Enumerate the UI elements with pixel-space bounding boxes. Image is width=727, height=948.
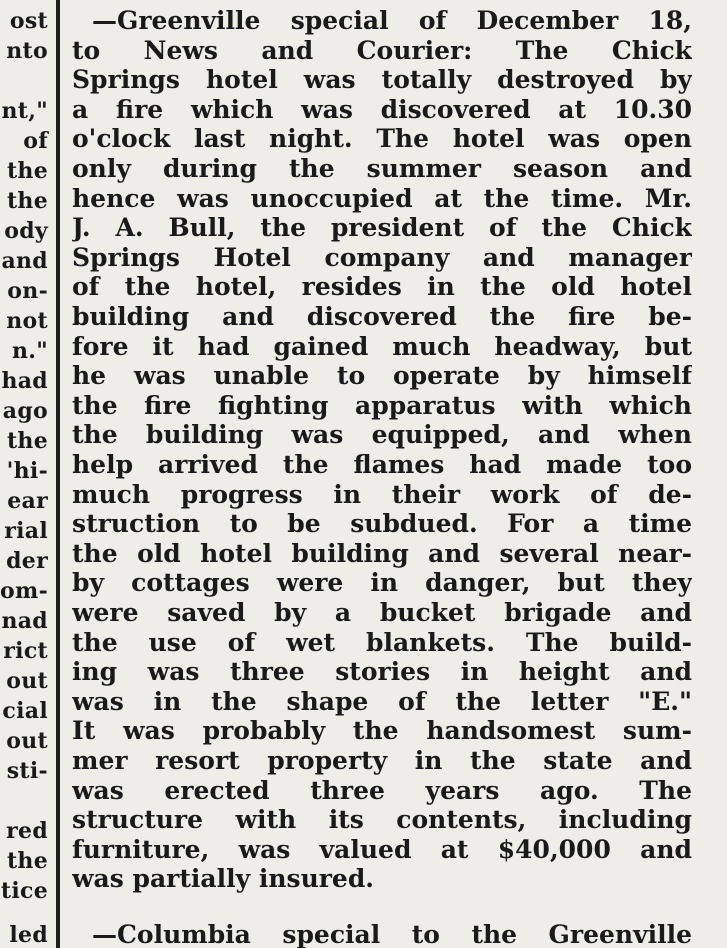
article-line: mer resort property in the state and <box>72 746 692 775</box>
left-fragment: rial <box>4 518 48 544</box>
article-line: much progress in their work of de- <box>72 479 692 509</box>
left-fragment: the <box>6 428 48 454</box>
left-fragment: and <box>1 248 48 274</box>
article-line: J. A. Bull, the president of the Chick <box>72 213 692 243</box>
article-line: to News and Courier: The Chick <box>72 35 692 65</box>
article-line: only during the summer season and <box>72 154 692 183</box>
article-column <box>72 0 720 948</box>
article-line: Springs Hotel company and manager <box>72 242 692 272</box>
article-line: —Columbia special to the Greenville <box>92 920 692 948</box>
left-fragment: sti- <box>6 758 48 784</box>
article-line: structure with its contents, including <box>72 805 692 835</box>
left-fragment: nad <box>1 608 48 634</box>
left-fragment: the <box>6 188 48 214</box>
article-line: was partially insured. <box>72 864 375 894</box>
article-line: furniture, was valued at $40,000 and <box>72 834 692 864</box>
article-line: Springs hotel was totally destroyed by <box>72 65 692 95</box>
left-fragment: cial <box>2 698 48 724</box>
article-line: the fire fighting apparatus with which <box>72 390 692 420</box>
column-rule <box>56 0 60 948</box>
article-line: the old hotel building and several near- <box>72 538 692 568</box>
article-line: It was probably the handsomest sum- <box>72 716 692 746</box>
article-line: he was unable to operate by himself <box>72 361 692 391</box>
article-line: the building was equipped, and when <box>72 420 692 450</box>
left-column-fragments <box>0 0 52 948</box>
article-line: o'clock last night. The hotel was open <box>72 124 692 154</box>
left-fragment: ear <box>7 488 48 514</box>
left-fragment: not <box>6 308 48 334</box>
left-fragment: the <box>6 848 48 874</box>
left-fragment: out <box>6 668 48 694</box>
left-fragment: the <box>6 158 48 184</box>
article-line: ing was three stories in height and <box>72 657 692 687</box>
left-fragment: nto <box>6 38 48 64</box>
left-fragment: red <box>6 818 48 844</box>
left-fragment: on- <box>7 278 48 304</box>
article-line: struction to be subdued. For a time <box>72 509 692 539</box>
left-fragment: out <box>6 728 48 754</box>
left-fragment: of <box>23 128 48 154</box>
article-line: were saved by a bucket brigade and <box>72 598 692 627</box>
left-fragment: nt," <box>1 98 48 124</box>
left-fragment: ody <box>4 218 48 244</box>
article-line: of the hotel, resides in the old hotel <box>72 272 692 302</box>
left-fragment: n." <box>11 338 48 364</box>
article-line: was erected three years ago. The <box>72 775 692 805</box>
article-line: by cottages were in danger, but they <box>72 568 692 598</box>
article-line: hence was unoccupied at the time. Mr. <box>72 183 692 213</box>
left-fragment: om- <box>0 578 48 604</box>
left-fragment: led <box>9 922 48 948</box>
article-line: fore it had gained much headway, but <box>72 331 692 361</box>
left-fragment: ago <box>2 398 48 424</box>
article-line: building and discovered the fire be- <box>72 302 692 331</box>
left-fragment: 'hi- <box>6 458 48 484</box>
left-fragment: der <box>6 548 48 574</box>
article-line: the use of wet blankets. The build- <box>72 627 692 657</box>
left-fragment: rict <box>3 638 48 664</box>
left-fragment: tice <box>0 878 48 904</box>
article-line: —Greenville special of December 18, <box>92 6 692 35</box>
article-line: was in the shape of the letter "E." <box>72 686 692 716</box>
article-line: a fire which was discovered at 10.30 <box>72 94 692 124</box>
article-line: help arrived the flames had made too <box>72 450 692 479</box>
left-fragment: had <box>1 368 48 394</box>
left-fragment: ost <box>9 8 48 34</box>
